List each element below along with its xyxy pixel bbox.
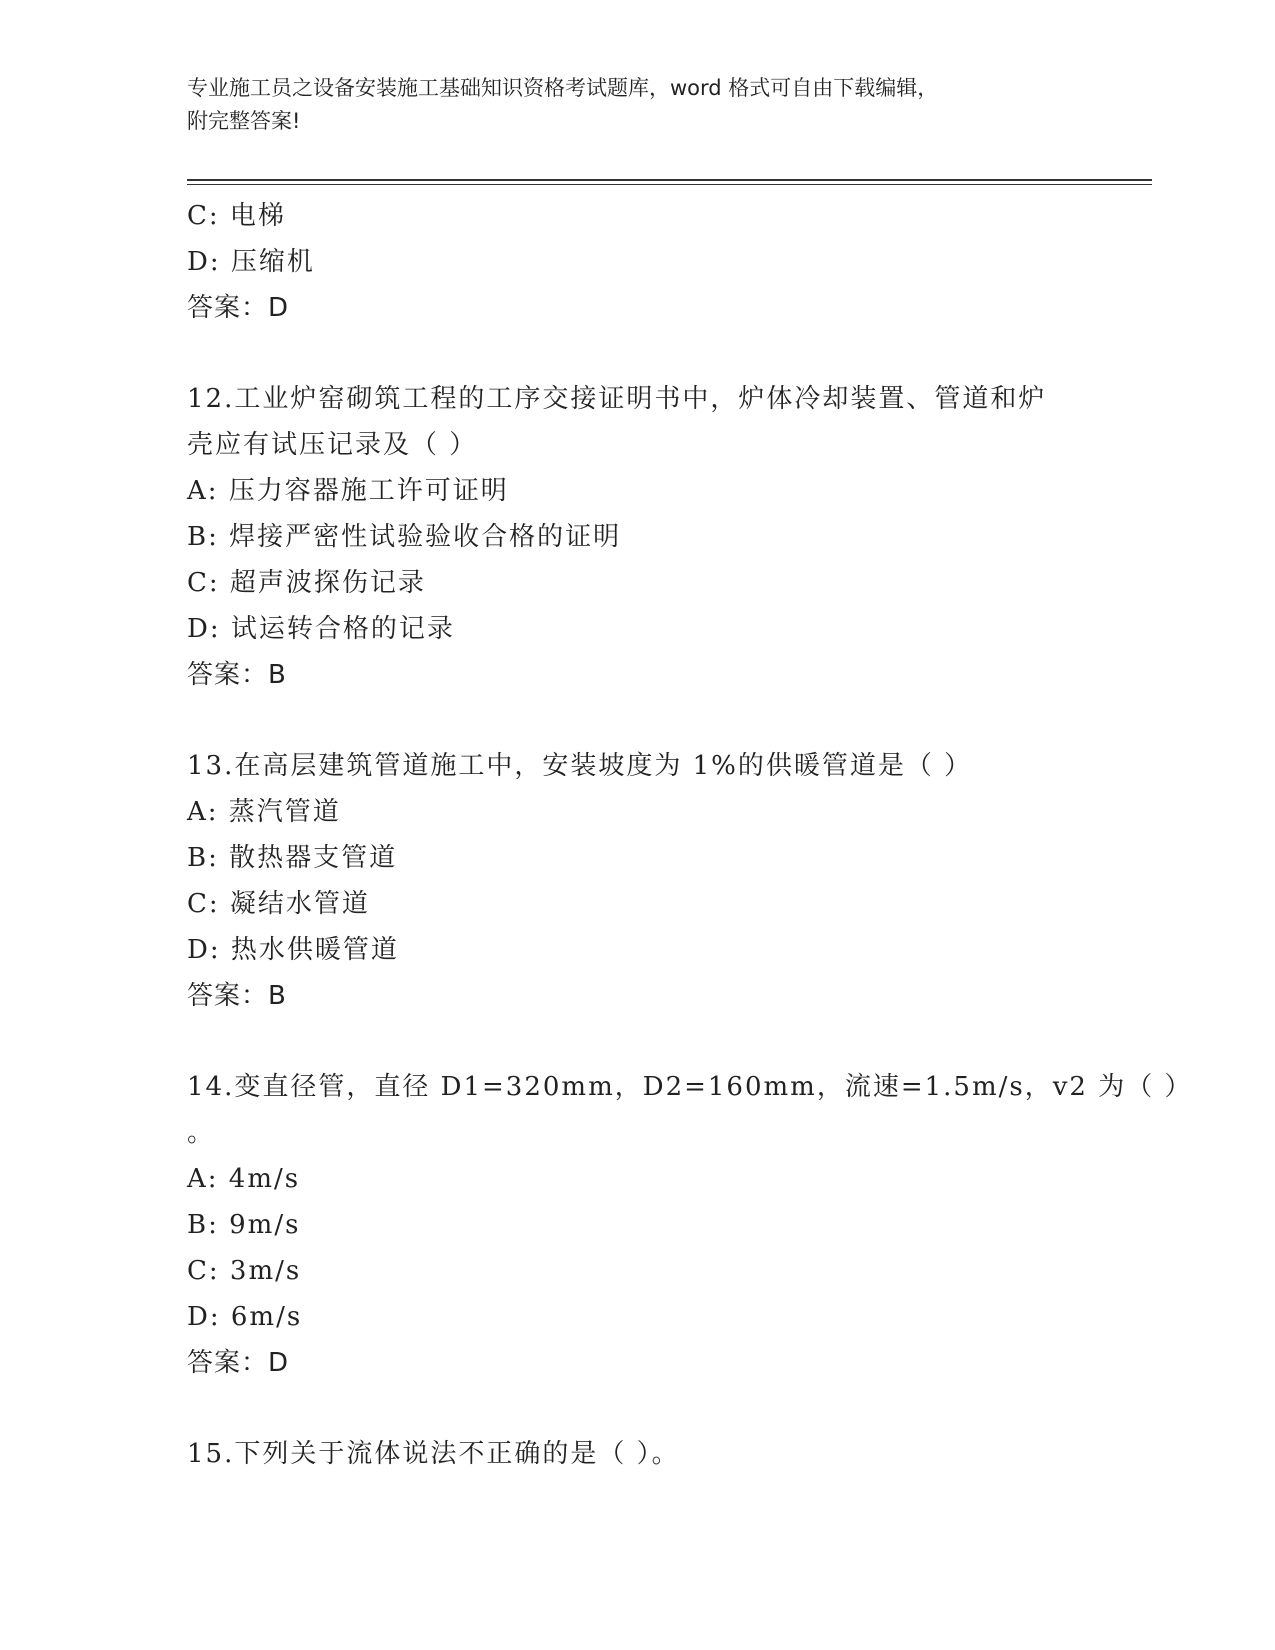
question-stem-line-2: 。 [187, 1118, 216, 1148]
spacer [187, 1386, 1087, 1431]
option-d: D: 压缩机 [187, 247, 315, 277]
option-c: C: 3m/s [187, 1256, 302, 1286]
question-list [187, 193, 1193, 1477]
spacer [187, 331, 1087, 376]
answer: 答案：D [187, 293, 290, 323]
question-13 [187, 743, 1087, 1019]
header-line-1: 专业施工员之设备安装施工基础知识资格考试题库，word 格式可自由下载编辑， [187, 76, 939, 100]
spacer [187, 1019, 1087, 1064]
answer: 答案：D [187, 1348, 290, 1378]
header-divider-thick [187, 179, 1152, 181]
option-b: B: 焊接严密性试验验收合格的证明 [187, 522, 622, 552]
option-a: A: 4m/s [187, 1164, 301, 1194]
option-a: A: 压力容器施工许可证明 [187, 476, 509, 506]
question-stem-line-2: 壳应有试压记录及（ ） [187, 430, 478, 460]
question-stem: 13.在高层建筑管道施工中，安装坡度为 1%的供暖管道是（ ） [187, 751, 973, 781]
option-d: D: 6m/s [187, 1302, 303, 1332]
option-d: D: 试运转合格的记录 [187, 614, 455, 644]
answer: 答案：B [187, 981, 287, 1011]
option-b: B: 9m/s [187, 1210, 301, 1240]
option-c: C: 电梯 [187, 201, 286, 231]
header-line-2: 附完整答案! [187, 109, 301, 133]
option-c: C: 超声波探伤记录 [187, 568, 426, 598]
option-c: C: 凝结水管道 [187, 889, 370, 919]
question-15 [187, 1431, 1087, 1477]
document-header [187, 72, 1067, 138]
option-d: D: 热水供暖管道 [187, 935, 399, 965]
question-stem-line-1: 14.变直径管，直径 D1=320mm，D2=160mm，流速=1.5m/s，v2 为（ ） [187, 1072, 1193, 1102]
spacer [187, 698, 1087, 743]
question-stem-line-1: 12.工业炉窑砌筑工程的工序交接证明书中，炉体冷却装置、管道和炉 [187, 384, 1047, 414]
option-a: A: 蒸汽管道 [187, 797, 341, 827]
question-stem: 15.下列关于流体说法不正确的是（ ）。 [187, 1439, 680, 1469]
option-b: B: 散热器支管道 [187, 843, 398, 873]
question-11-tail [187, 193, 1087, 331]
question-12 [187, 376, 1087, 698]
header-divider-thin [187, 184, 1152, 185]
question-14 [187, 1064, 1193, 1386]
answer: 答案：B [187, 660, 287, 690]
